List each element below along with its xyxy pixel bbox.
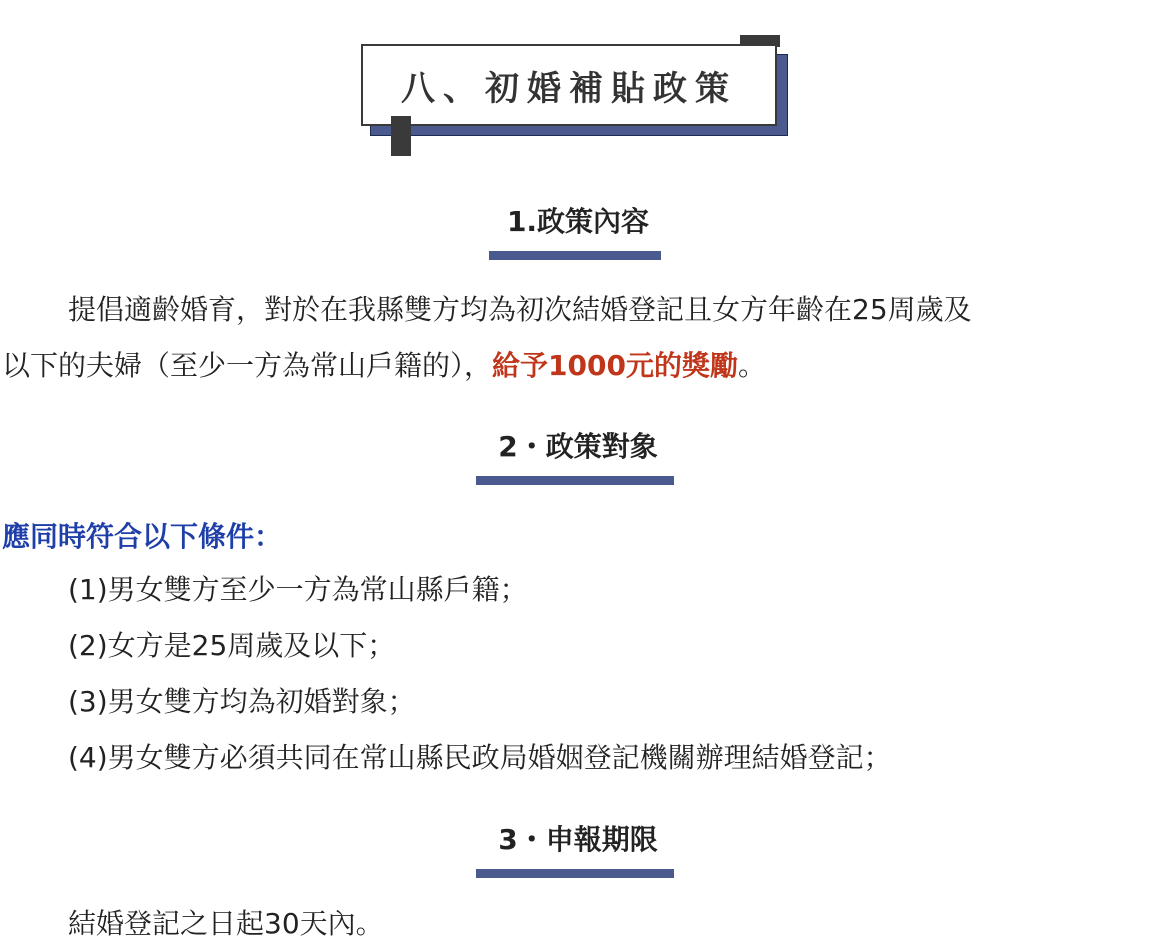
reward-highlight: 給予1000元的獎勵 — [492, 349, 738, 382]
content-paragraph-line2-prefix: 以下的夫婦（至少一方為常山戶籍的）， — [2, 349, 493, 382]
content-paragraph-line2 — [2, 347, 766, 385]
condition-item: (2)女方是25周歲及以下； — [68, 629, 396, 662]
section-underline-deadline — [476, 869, 674, 878]
title-banner — [0, 0, 1156, 170]
condition-item: (1)男女雙方至少一方為常山縣戶籍； — [68, 573, 528, 606]
section-underline-content — [489, 251, 661, 260]
condition-label: 應同時符合以下條件： — [2, 520, 283, 553]
condition-item: (3)男女雙方均為初婚對象； — [68, 685, 416, 718]
section-heading-target: 2・政策對象 — [498, 430, 658, 463]
deadline-text: 結婚登記之日起30天內。 — [68, 907, 384, 940]
banner-decoration-bottom — [391, 116, 411, 156]
page-title: 八、初婚補貼政策 — [401, 68, 737, 109]
section-heading-content: 1.政策內容 — [506, 205, 650, 238]
section-heading-deadline: 3・申報期限 — [498, 823, 658, 856]
condition-item: (4)男女雙方必須共同在常山縣民政局婚姻登記機關辦理結婚登記； — [68, 741, 892, 774]
content-paragraph-line1: 提倡適齡婚育，對於在我縣雙方均為初次結婚登記且女方年齡在25周歲及 — [68, 293, 972, 326]
section-underline-target — [476, 476, 674, 485]
banner-box — [361, 44, 777, 126]
content-paragraph-line2-suffix: 。 — [737, 349, 766, 382]
